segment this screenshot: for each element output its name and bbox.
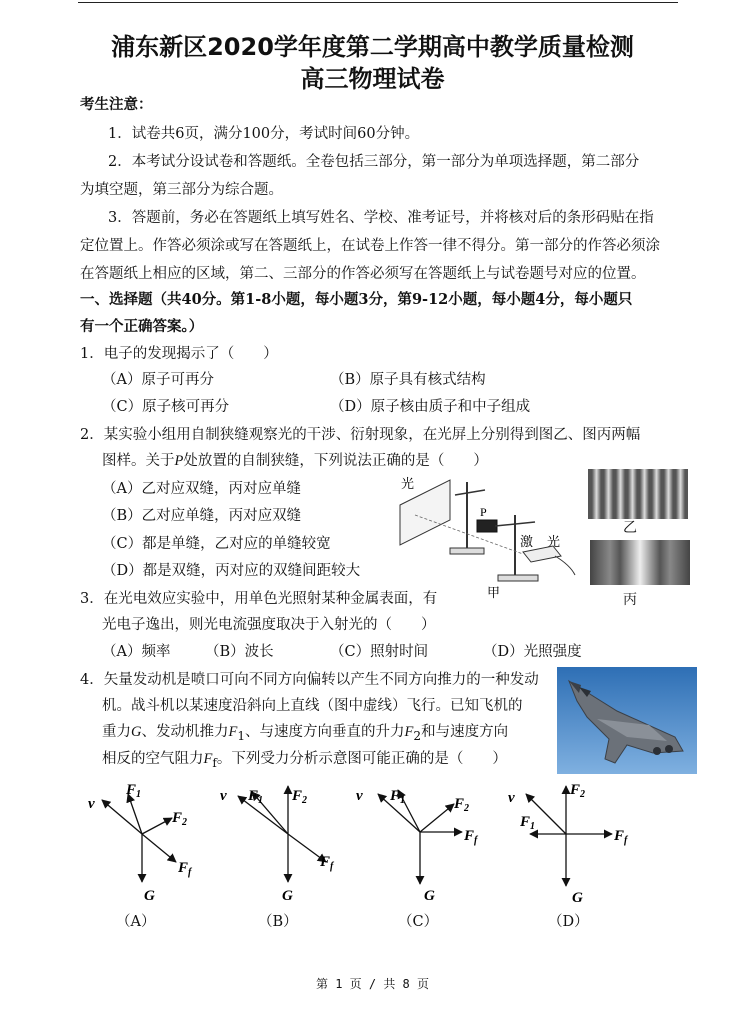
- q3-option-b: （B）波长: [205, 644, 274, 660]
- notice-line-3: 为填空题，第三部分为综合题。: [80, 182, 283, 198]
- q2-option-d: （D）都是双缝，丙对应的双缝间距较大: [102, 563, 361, 579]
- label-f1-c: $F_1$: [390, 788, 406, 806]
- q4-stem-3: 重力G、发动机推力$F_1$、与速度方向垂直的升力$F_2$和与速度方向: [102, 724, 509, 743]
- page-footer: 第 1 页 / 共 8 页: [315, 977, 430, 991]
- label-g-a: G: [144, 888, 155, 904]
- notice-heading: 考生注意：: [80, 96, 153, 113]
- fig-label-screen: 光: [401, 477, 415, 492]
- q4-option-a-label: （A）: [116, 914, 156, 930]
- q1-option-a: （A）原子可再分: [102, 372, 214, 388]
- label-f2-c: $F_2$: [454, 796, 470, 814]
- q2-option-a: （A）乙对应双缝，丙对应单缝: [102, 481, 301, 497]
- label-v-c: v: [356, 788, 363, 804]
- label-v-b: v: [220, 788, 227, 804]
- section1-heading: 一、选择题（共40分。第1-8小题，每小题3分，第9-12小题，每小题4分，每小题只: [80, 291, 633, 308]
- label-f2-a: $F_2$: [172, 810, 188, 828]
- label-v-d: v: [508, 790, 515, 806]
- pattern-yi: [588, 469, 688, 519]
- q4-stem-4: 相反的空气阻力$F_f$。下列受力分析示意图可能正确的是（ ）: [102, 751, 507, 770]
- fig-label-laser-2: 光: [547, 535, 561, 550]
- q3-stem-2: 光电子逸出，则光电流强度取决于入射光的（ ）: [102, 617, 436, 633]
- notice-line-5: 定位置上。作答必须涂或写在答题纸上，在试卷上作答一律不得分。第一部分的作答必须涂: [80, 238, 660, 254]
- diagram-c: [356, 788, 479, 904]
- label-f1-a: $F_1$: [126, 782, 142, 800]
- diagram-b: [220, 786, 335, 904]
- notice-line-6: 在答题纸上相应的区域，第二、三部分的作答必须写在答题纸上与试卷题号对应的位置。: [80, 266, 646, 282]
- q1-option-d: （D）原子核由质子和中子组成: [330, 399, 531, 415]
- exam-title: 浦东新区2020学年度第二学期高中教学质量检测: [111, 33, 634, 61]
- q3-option-d: （D）光照强度: [483, 644, 582, 660]
- fighter-jet-image: [557, 667, 697, 774]
- notice-line-2: 2．本考试分设试卷和答题纸。全卷包括三部分，第一部分为单项选择题，第二部分: [108, 154, 640, 170]
- q3-option-c: （C）照射时间: [330, 644, 429, 660]
- q2-option-b: （B）乙对应单缝，丙对应双缝: [102, 508, 302, 524]
- q4-stem-1: 4．矢量发动机是喷口可向不同方向偏转以产生不同方向推力的一种发动: [80, 672, 539, 688]
- label-bing: 丙: [623, 592, 637, 608]
- notice-line-4: 3．答题前，务必在答题纸上填写姓名、学校、准考证号，并将核对后的条形码贴在指: [108, 210, 654, 226]
- label-g-d: G: [572, 890, 583, 906]
- pattern-bing: [590, 540, 690, 585]
- label-f1-d: $F_1$: [520, 814, 536, 832]
- label-ff-c: $F_f$: [464, 828, 478, 846]
- exam-subtitle: 高三物理试卷: [300, 65, 445, 93]
- label-g-b: G: [282, 888, 293, 904]
- header-rule: [78, 2, 678, 3]
- q3-option-a: （A）频率: [102, 644, 171, 660]
- q4-option-d-label: （D）: [548, 914, 589, 930]
- q1-stem: 1．电子的发现揭示了（ ）: [80, 346, 278, 362]
- notice-line-1: 1．试卷共6页，满分100分，考试时间60分钟。: [108, 126, 420, 142]
- force-diagrams: [80, 782, 660, 907]
- fig-label-p: P: [480, 505, 487, 519]
- diagram-d: [508, 782, 629, 906]
- label-v-a: v: [88, 796, 95, 812]
- q2-stem-1: 2．某实验小组用自制狭缝观察光的干涉、衍射现象，在光屏上分别得到图乙、图丙两幅: [80, 427, 641, 443]
- label-f1-b: $F_1$: [248, 788, 264, 806]
- section1-heading-cont: 有一个正确答案。）: [80, 318, 204, 335]
- q1-option-c: （C）原子核可再分: [102, 399, 230, 415]
- q2-option-c: （C）都是单缝，乙对应的单缝较宽: [102, 536, 331, 552]
- label-g-c: G: [424, 888, 435, 904]
- fig-label-jia: 甲: [487, 586, 501, 600]
- q2-apparatus-figure: [395, 470, 585, 600]
- label-ff-a: $F_f$: [178, 860, 192, 878]
- label-ff-b: $F_f$: [320, 854, 334, 872]
- q1-option-b: （B）原子具有核式结构: [330, 372, 486, 388]
- label-f2-b: $F_2$: [292, 788, 308, 806]
- label-f2-d: $F_2$: [570, 782, 586, 800]
- q3-stem-1: 3．在光电效应实验中，用单色光照射某种金属表面，有: [80, 591, 438, 607]
- q2-stem-2: 图样。关于P处放置的自制狭缝，下列说法正确的是（ ）: [102, 453, 488, 469]
- q4-option-b-label: （B）: [258, 914, 298, 930]
- label-ff-d: $F_f$: [614, 828, 628, 846]
- q4-option-c-label: （C）: [398, 914, 439, 930]
- label-yi: 乙: [623, 520, 637, 536]
- q4-stem-2: 机。战斗机以某速度沿斜向上直线（图中虚线）飞行。已知飞机的: [102, 698, 523, 714]
- fig-label-laser-1: 激: [520, 535, 534, 550]
- diagram-a: [88, 782, 193, 904]
